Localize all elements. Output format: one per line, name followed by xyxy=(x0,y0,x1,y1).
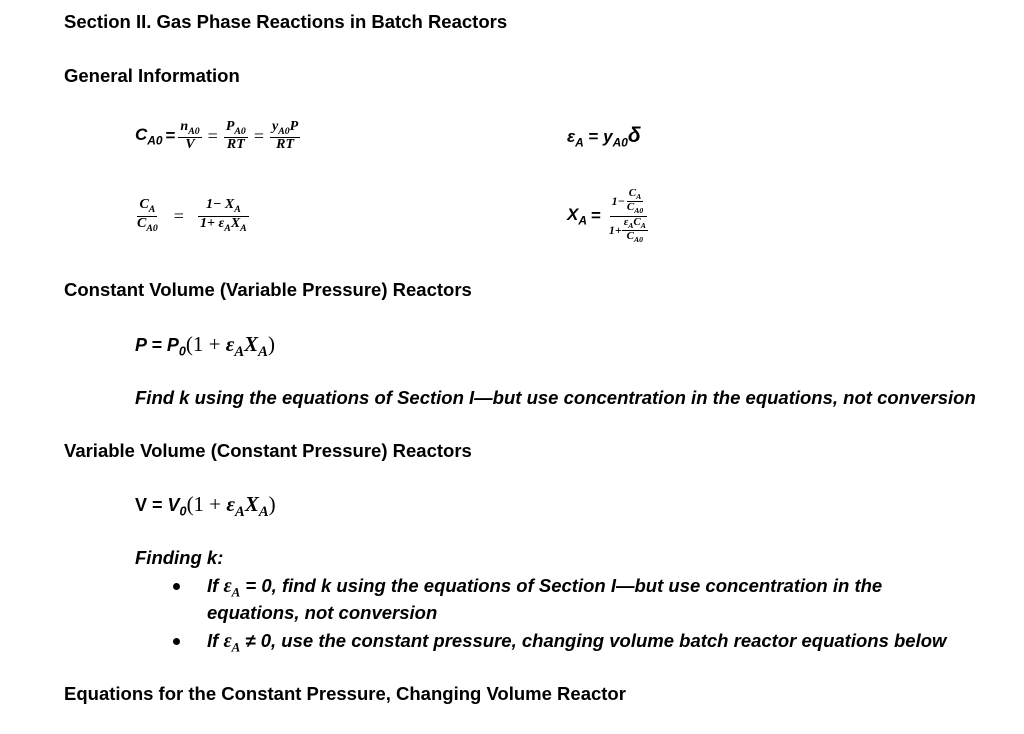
xa-lhs: $X_A$ xyxy=(567,204,587,228)
constant-volume-note: Find k using the equations of Section I—but use concentration in the equations, not conversion xyxy=(135,387,976,408)
fraction-na0-over-v: $\frac{n_{A0}}{V}$ xyxy=(180,118,200,152)
general-information-heading: General Information xyxy=(64,65,240,86)
bullet-marker xyxy=(173,583,180,590)
equation-epsilon-a: $\varepsilon_A = y_{A0}\delta$ xyxy=(567,124,641,150)
finding-k-label: Finding k: xyxy=(135,547,224,568)
equation-pressure: $P = P_0(1 + \varepsilon_AX_A)$ xyxy=(135,332,275,361)
equals-sign: = xyxy=(173,205,184,226)
equals-sign: = xyxy=(207,125,218,146)
ca0-equals: = xyxy=(165,126,176,145)
equation-volume: $V = V_0(1 + \varepsilon_AX_A)$ xyxy=(135,492,276,521)
fraction-conversion: $\frac{1- X_A}{1+ \varepsilon_AX_A}$ xyxy=(198,198,249,233)
xa-equals: = xyxy=(590,206,601,225)
fraction-ya0p-over-rt: $\frac{y_{A0}P}{RT}$ xyxy=(271,118,299,152)
variable-volume-heading: Variable Volume (Constant Pressure) Reactors xyxy=(64,440,472,461)
equation-ca0 xyxy=(135,116,300,156)
constant-pressure-heading: Equations for the Constant Pressure, Changing Volume Reactor xyxy=(64,683,626,704)
fraction-pa0-over-rt: $\frac{P_{A0}}{RT}$ xyxy=(225,118,246,152)
ca0-lhs: $C_{A0}$ xyxy=(135,124,163,148)
bullet-marker xyxy=(173,638,180,645)
constant-volume-heading: Constant Volume (Variable Pressure) Reactors xyxy=(64,279,472,300)
bullet-item-2: If $\varepsilon_A \ne 0$, use the constant pressure, changing volume batch reactor equations below xyxy=(207,630,947,655)
bullet-item-1-line-1: If $\varepsilon_A = 0$, find k using the equations of Section I—but use concentration in the xyxy=(207,575,883,600)
section-title: Section II. Gas Phase Reactions in Batch Reactors xyxy=(64,11,508,32)
equation-xa xyxy=(567,180,650,252)
bullet-item-1-line-2: equations, not conversion xyxy=(207,602,438,623)
fraction-ca-over-ca0: $\frac{C_A}{C_{A0}}$ xyxy=(137,197,158,234)
fraction-xa: 1− $\frac{C_A}{C_{A0}}$ 1+ $\frac{\varepsilon_AC_A}{C_{A0}}$ xyxy=(608,186,646,244)
equals-sign: = xyxy=(253,125,264,146)
equation-ca-ratio xyxy=(135,194,249,238)
